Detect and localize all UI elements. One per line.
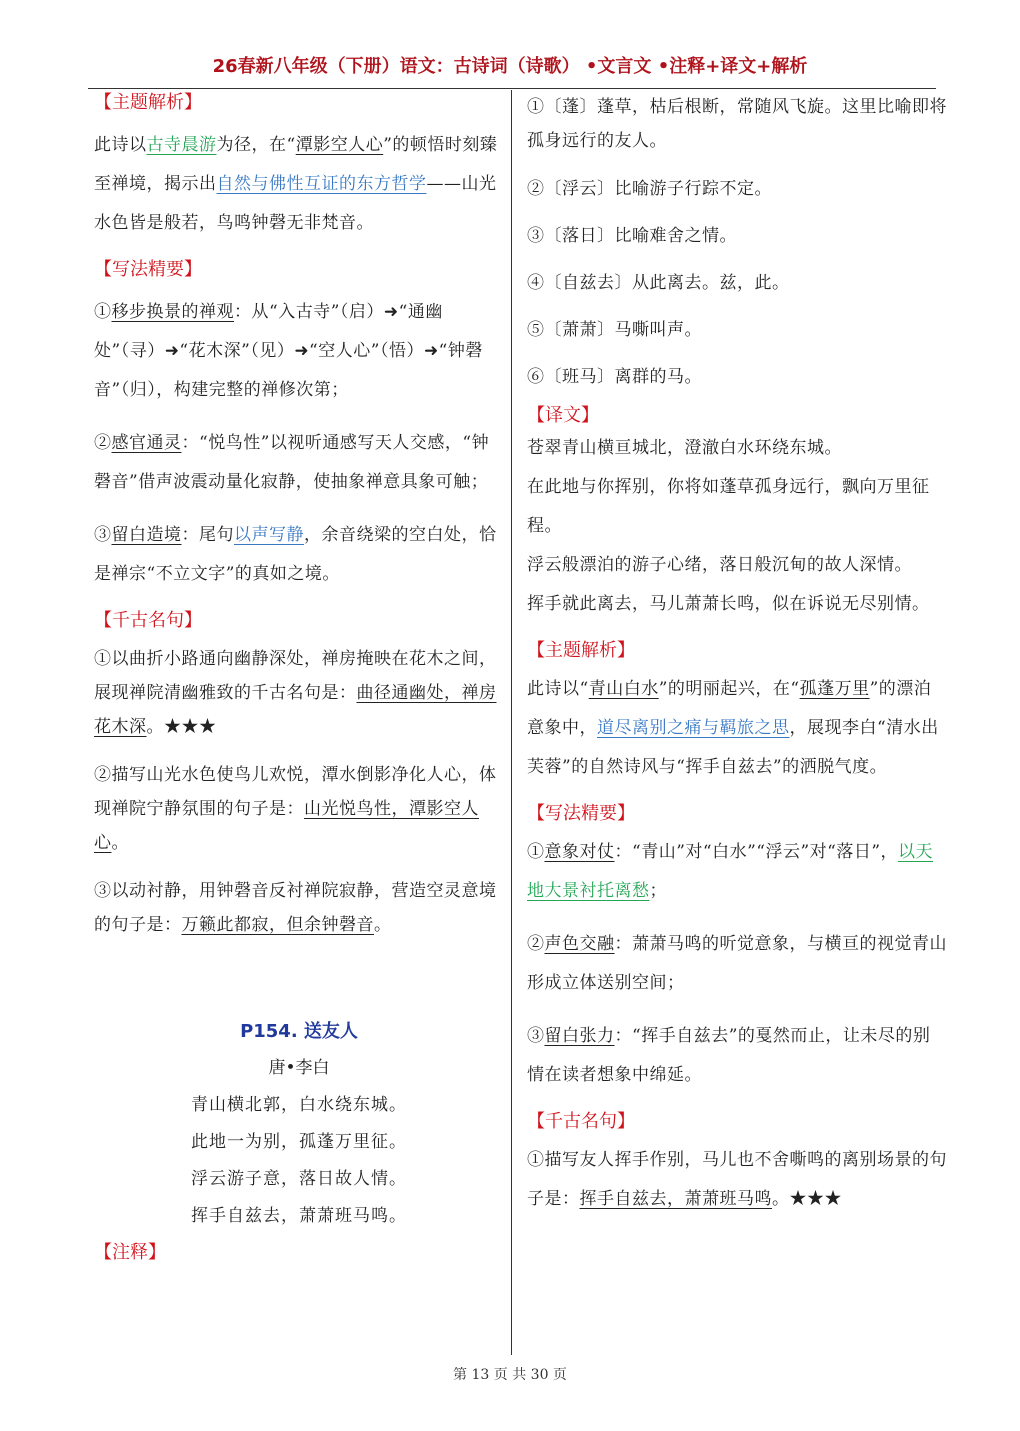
poem-author: 唐•李白: [268, 1058, 330, 1078]
note-item: ②〔浮云〕比喻游子行踪不定。: [527, 179, 772, 199]
section-title-notes: 【注释】: [94, 1242, 166, 1263]
famous-line-item: ①以曲折小路通向幽静深处，禅房掩映在花木之间，展现禅院清幽雅致的千古名句是：曲径通幽处，禅房花木深。★★★: [94, 649, 497, 737]
technique-item: ②声色交融：萧萧马鸣的听觉意象，与横亘的视觉青山形成立体送别空间；: [527, 934, 947, 993]
poem-line: 青山横北郭，白水绕东城。: [191, 1095, 407, 1115]
theme-paragraph: 此诗以古寺晨游为径，在“潭影空人心”的顿悟时刻臻至禅境，揭示出自然与佛性互证的东方哲学——山光水色皆是般若，鸟鸣钟磬无非梵音。: [94, 135, 498, 233]
header-rule: [88, 88, 936, 89]
section-title-technique: 【写法精要】: [94, 259, 202, 280]
section-title-famous: 【千古名句】: [94, 610, 202, 631]
technique-item: ③留白张力：“挥手自兹去”的戛然而止，让未尽的别情在读者想象中绵延。: [527, 1026, 931, 1085]
translation-line: 浮云般漂泊的游子心绪，落日般沉甸的故人深情。: [527, 555, 912, 575]
section-title-technique: 【写法精要】: [527, 803, 635, 824]
page-header-title: 26春新八年级（下册）语文：古诗词（诗歌） •文言文 •注释+译文+解析: [212, 56, 808, 77]
technique-item: ③留白造境：尾句以声写静，余音绕梁的空白处，恰是禅宗“不立文字”的真如之境。: [94, 525, 497, 584]
technique-item: ①意象对仗：“青山”对“白水”“浮云”对“落日”，以天地大景衬托离愁；: [527, 842, 934, 901]
famous-line-item: ③以动衬静，用钟磬音反衬禅院寂静，营造空灵意境的句子是：万籁此都寂，但余钟磬音。: [94, 881, 497, 935]
famous-line-item: ①描写友人挥手作别，马儿也不舍嘶鸣的离别场景的句子是：挥手自兹去，萧萧班马鸣。★★★: [527, 1150, 947, 1209]
note-item: ⑤〔萧萧〕马嘶叫声。: [527, 320, 702, 340]
poem-line: 挥手自兹去，萧萧班马鸣。: [191, 1206, 407, 1226]
note-item: ①〔蓬〕蓬草，枯后根断，常随风飞旋。这里比喻即将孤身远行的友人。: [527, 97, 947, 151]
page-number-footer: 第 13 页 共 30 页: [453, 1367, 567, 1383]
highlight-text: 自然与佛性互证的东方哲学: [216, 174, 427, 194]
section-title-famous: 【千古名句】: [527, 1111, 635, 1132]
poem-line: 此地一为别，孤蓬万里征。: [191, 1132, 407, 1152]
translation-line: 挥手就此离去，马儿萧萧长鸣，似在诉说无尽别情。: [527, 594, 930, 614]
technique-item: ①移步换景的禅观：从“入古寺”（启）➜“通幽处”（寻）➜“花木深”（见）➜“空人心”（悟）➜“钟磬音”（归），构建完整的禅修次第；: [94, 302, 483, 400]
left-column: [94, 90, 504, 1266]
translation-line: 苍翠青山横亘城北，澄澈白水环绕东城。: [527, 438, 842, 458]
section-title-theme: 【主题解析】: [527, 640, 635, 661]
translation-line: 在此地与你挥别，你将如蓬草孤身远行，飘向万里征程。: [527, 477, 930, 536]
note-item: ④〔自兹去〕从此离去。兹，此。: [527, 273, 790, 293]
poem-line: 浮云游子意，落日故人情。: [191, 1169, 407, 1189]
note-item: ③〔落日〕比喻难舍之情。: [527, 226, 737, 246]
underlined-text: 潭影空人心: [295, 135, 384, 155]
right-column: [527, 90, 947, 1219]
section-title-theme: 【主题解析】: [94, 92, 202, 113]
section-title-translation: 【译文】: [527, 405, 599, 426]
highlight-text: 古寺晨游: [146, 135, 217, 155]
column-divider: [511, 90, 512, 1355]
technique-item: ②感官通灵：“悦鸟性”以视听通感写天人交感，“钟磬音”借声波震动量化寂静，使抽象禅意具象可触；: [94, 433, 490, 492]
famous-line-item: ②描写山光水色使鸟儿欢悦，潭水倒影净化人心，体现禅院宁静氛围的句子是：山光悦鸟性，潭影空人心。: [94, 765, 497, 853]
theme-paragraph: 此诗以“青山白水”的明丽起兴，在“孤蓬万里”的漂泊意象中，道尽离别之痛与羁旅之思，展现李白“清水出芙蓉”的自然诗风与“挥手自兹去”的洒脱气度。: [527, 679, 939, 777]
poem-title: P154. 送友人: [240, 1021, 358, 1042]
note-item: ⑥〔班马〕离群的马。: [527, 367, 702, 387]
